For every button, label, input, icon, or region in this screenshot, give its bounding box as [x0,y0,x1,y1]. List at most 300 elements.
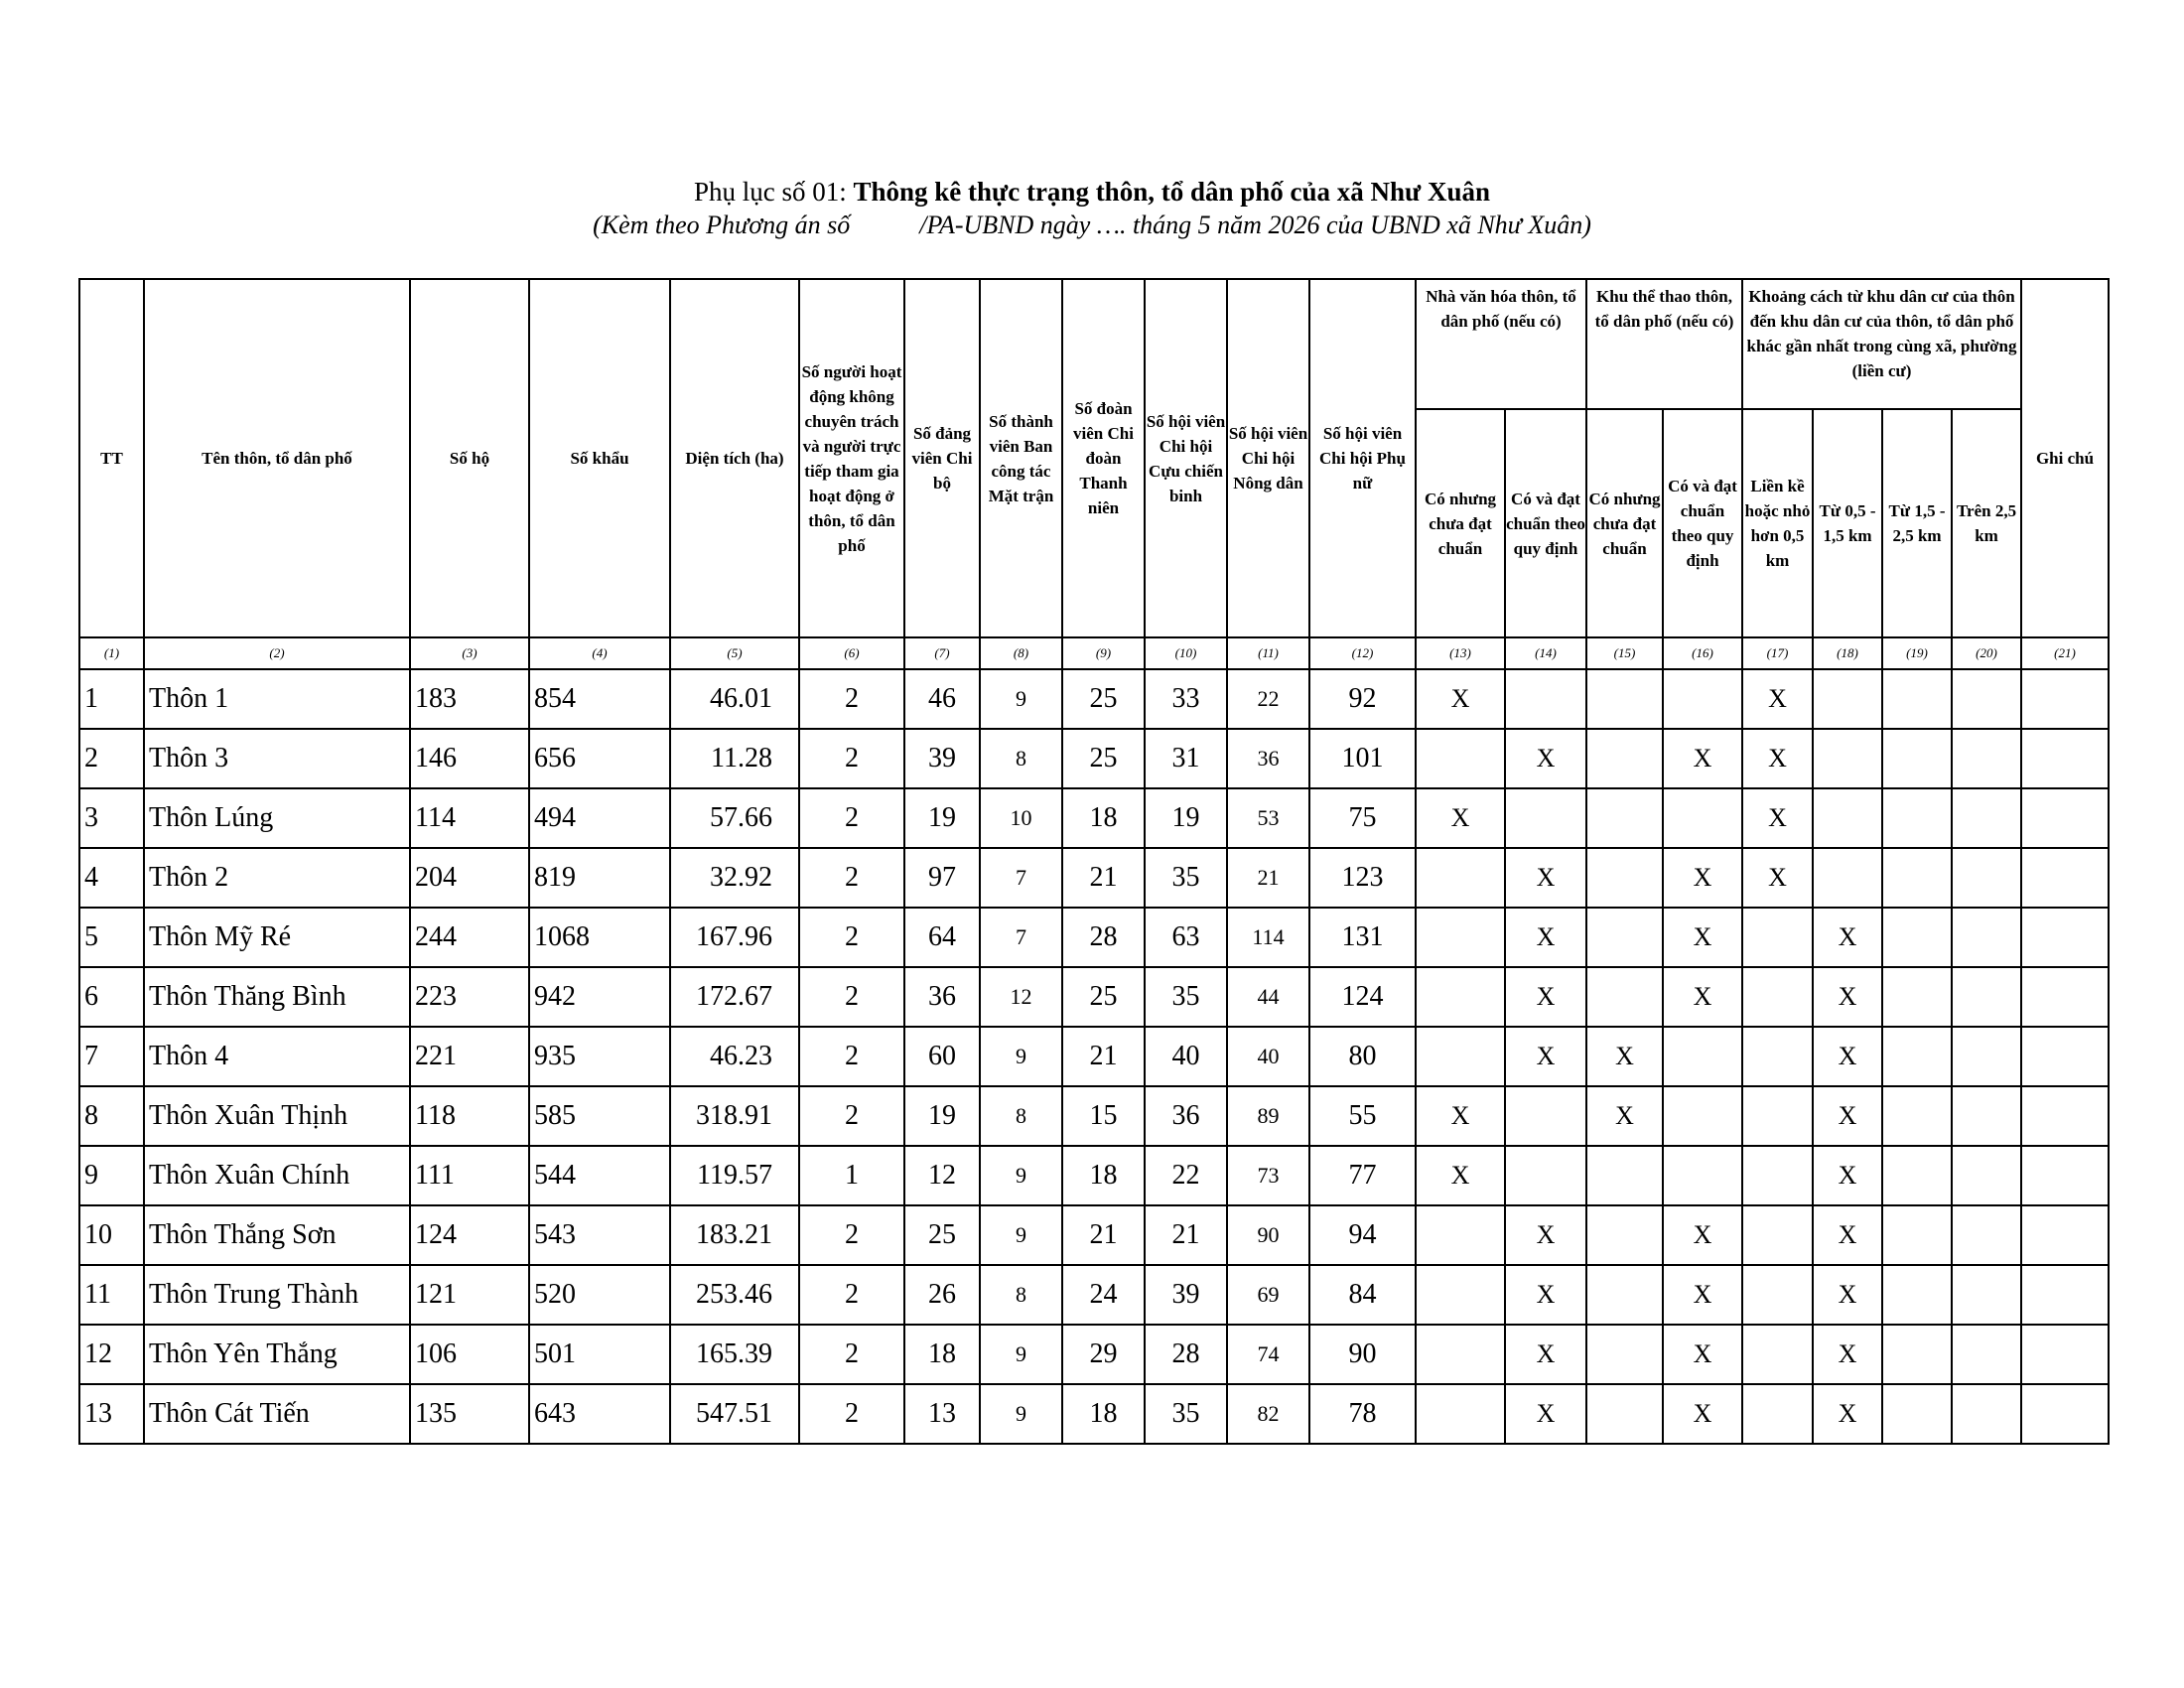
cell-tt-chua-dat [1586,1325,1663,1384]
col-number: (11) [1227,637,1309,669]
cell-dien-tich: 46.01 [670,669,799,729]
cell-tt-dat-chuan [1663,788,1742,848]
cell-so-khau: 501 [529,1325,670,1384]
header-dien-tich: Diện tích (ha) [670,279,799,637]
cell-kc-05-15 [1813,669,1882,729]
cell-cuu-chien-binh: 35 [1145,848,1227,908]
col-number: (1) [79,637,144,669]
cell-doan-vien: 18 [1062,1146,1145,1205]
cell-nong-dan: 89 [1227,1086,1309,1146]
cell-so-ho: 223 [410,967,529,1027]
header-kc-15-25: Từ 1,5 - 2,5 km [1882,409,1952,637]
cell-phu-nu: 124 [1309,967,1416,1027]
cell-so-ho: 244 [410,908,529,967]
cell-so-khau: 854 [529,669,670,729]
table-row [79,669,2109,729]
cell-nvh-chua-dat [1416,1265,1505,1325]
title-bold: Thông kê thực trạng thôn, tổ dân phố của xã Như Xuân [853,177,1491,207]
title-block [0,175,2184,242]
cell-tt: 4 [79,848,144,908]
cell-nvh-chua-dat [1416,1384,1505,1444]
cell-tt: 10 [79,1205,144,1265]
header-kc-05-15: Từ 0,5 - 1,5 km [1813,409,1882,637]
cell-phu-nu: 77 [1309,1146,1416,1205]
cell-dang-vien: 25 [904,1205,980,1265]
cell-so-khau: 520 [529,1265,670,1325]
cell-nong-dan: 114 [1227,908,1309,967]
cell-doan-vien: 25 [1062,729,1145,788]
cell-kc-tren-25 [1952,1086,2021,1146]
cell-ten: Thôn Thăng Bình [144,967,410,1027]
cell-kc-15-25 [1882,729,1952,788]
cell-cuu-chien-binh: 35 [1145,967,1227,1027]
header-nguoi-hoat-dong: Số người hoạt động không chuyên trách và người trực tiếp tham gia hoạt động ở thôn, tổ dân phố [799,279,904,637]
col-number: (4) [529,637,670,669]
header-so-khau: Số khẩu [529,279,670,637]
cell-kc-15-25 [1882,1265,1952,1325]
cell-ghi-chu [2021,1027,2109,1086]
cell-nguoi-hoat-dong: 2 [799,967,904,1027]
cell-phu-nu: 123 [1309,848,1416,908]
cell-nguoi-hoat-dong: 2 [799,848,904,908]
cell-kc-tren-25 [1952,967,2021,1027]
cell-mat-tran: 8 [980,1265,1062,1325]
cell-tt-chua-dat [1586,669,1663,729]
cell-cuu-chien-binh: 35 [1145,1384,1227,1444]
cell-tt-chua-dat [1586,788,1663,848]
table-row [79,967,2109,1027]
col-number: (6) [799,637,904,669]
cell-dang-vien: 39 [904,729,980,788]
cell-tt-dat-chuan [1663,1146,1742,1205]
table-row [79,1205,2109,1265]
statistics-table [78,278,2110,1445]
cell-tt: 11 [79,1265,144,1325]
cell-nguoi-hoat-dong: 2 [799,1027,904,1086]
cell-so-ho: 118 [410,1086,529,1146]
col-number: (5) [670,637,799,669]
cell-tt-dat-chuan [1663,1027,1742,1086]
cell-tt-dat-chuan [1663,669,1742,729]
table-row [79,1384,2109,1444]
cell-tt-dat-chuan: X [1663,1325,1742,1384]
cell-doan-vien: 25 [1062,967,1145,1027]
cell-nong-dan: 69 [1227,1265,1309,1325]
cell-doan-vien: 21 [1062,1027,1145,1086]
cell-so-ho: 121 [410,1265,529,1325]
cell-phu-nu: 131 [1309,908,1416,967]
header-row-1 [79,279,2109,409]
cell-dien-tich: 167.96 [670,908,799,967]
cell-tt-chua-dat [1586,848,1663,908]
cell-kc-05-15 [1813,788,1882,848]
cell-tt: 13 [79,1384,144,1444]
cell-nvh-dat-chuan [1505,669,1586,729]
cell-cuu-chien-binh: 21 [1145,1205,1227,1265]
col-number: (15) [1586,637,1663,669]
cell-dien-tich: 165.39 [670,1325,799,1384]
cell-doan-vien: 24 [1062,1265,1145,1325]
cell-doan-vien: 18 [1062,788,1145,848]
cell-doan-vien: 21 [1062,1205,1145,1265]
cell-phu-nu: 75 [1309,788,1416,848]
cell-mat-tran: 9 [980,1325,1062,1384]
cell-cuu-chien-binh: 28 [1145,1325,1227,1384]
cell-kc-tren-25 [1952,1384,2021,1444]
cell-phu-nu: 80 [1309,1027,1416,1086]
cell-ten: Thôn Trung Thành [144,1265,410,1325]
cell-nvh-dat-chuan: X [1505,1325,1586,1384]
cell-kc-tren-25 [1952,788,2021,848]
cell-tt-dat-chuan: X [1663,1265,1742,1325]
cell-kc-15-25 [1882,848,1952,908]
subtitle-right: /PA-UBND ngày …. tháng 5 năm 2026 của UBND xã Như Xuân) [919,211,1591,239]
header-cuu-chien-binh: Số hội viên Chi hội Cựu chiến binh [1145,279,1227,637]
cell-ghi-chu [2021,1384,2109,1444]
cell-kc-lien-ke: X [1742,729,1813,788]
cell-nvh-chua-dat [1416,967,1505,1027]
cell-doan-vien: 28 [1062,908,1145,967]
cell-tt-chua-dat [1586,1265,1663,1325]
cell-nguoi-hoat-dong: 2 [799,1265,904,1325]
cell-phu-nu: 101 [1309,729,1416,788]
cell-so-khau: 819 [529,848,670,908]
cell-ten: Thôn Mỹ Ré [144,908,410,967]
header-ten: Tên thôn, tổ dân phố [144,279,410,637]
cell-ten: Thôn 1 [144,669,410,729]
cell-tt-chua-dat [1586,1146,1663,1205]
header-phu-nu: Số hội viên Chi hội Phụ nữ [1309,279,1416,637]
header-mat-tran: Số thành viên Ban công tác Mặt trận [980,279,1062,637]
cell-nvh-dat-chuan: X [1505,967,1586,1027]
cell-tt-dat-chuan: X [1663,848,1742,908]
cell-nong-dan: 40 [1227,1027,1309,1086]
table-row [79,848,2109,908]
cell-so-ho: 111 [410,1146,529,1205]
cell-ghi-chu [2021,729,2109,788]
cell-ten: Thôn 2 [144,848,410,908]
cell-cuu-chien-binh: 63 [1145,908,1227,967]
col-number: (3) [410,637,529,669]
cell-dang-vien: 12 [904,1146,980,1205]
cell-nvh-chua-dat [1416,848,1505,908]
cell-nong-dan: 74 [1227,1325,1309,1384]
cell-nong-dan: 22 [1227,669,1309,729]
header-nha-van-hoa: Nhà văn hóa thôn, tổ dân phố (nếu có) [1416,279,1586,409]
cell-tt-dat-chuan: X [1663,1205,1742,1265]
header-tt-chua-dat: Có nhưng chưa đạt chuẩn [1586,409,1663,637]
cell-tt: 2 [79,729,144,788]
cell-nguoi-hoat-dong: 2 [799,788,904,848]
cell-kc-lien-ke [1742,1265,1813,1325]
cell-ghi-chu [2021,788,2109,848]
col-number: (12) [1309,637,1416,669]
cell-nong-dan: 21 [1227,848,1309,908]
header-tt: TT [79,279,144,637]
cell-dang-vien: 19 [904,788,980,848]
cell-dien-tich: 183.21 [670,1205,799,1265]
cell-kc-15-25 [1882,788,1952,848]
document-title [0,175,2184,209]
cell-tt-dat-chuan: X [1663,1384,1742,1444]
cell-ghi-chu [2021,967,2109,1027]
header-khu-the-thao: Khu thể thao thôn, tổ dân phố (nếu có) [1586,279,1742,409]
col-number: (7) [904,637,980,669]
cell-kc-tren-25 [1952,1325,2021,1384]
cell-ghi-chu [2021,1265,2109,1325]
cell-kc-05-15: X [1813,967,1882,1027]
cell-ten: Thôn Xuân Chính [144,1146,410,1205]
cell-nvh-chua-dat [1416,1027,1505,1086]
cell-kc-tren-25 [1952,1265,2021,1325]
cell-kc-05-15: X [1813,1205,1882,1265]
cell-kc-lien-ke: X [1742,848,1813,908]
cell-dien-tich: 46.23 [670,1027,799,1086]
cell-nvh-chua-dat: X [1416,788,1505,848]
cell-nong-dan: 44 [1227,967,1309,1027]
cell-kc-15-25 [1882,1384,1952,1444]
col-number: (19) [1882,637,1952,669]
cell-kc-05-15: X [1813,1265,1882,1325]
table-row [79,1265,2109,1325]
cell-tt-chua-dat: X [1586,1027,1663,1086]
cell-kc-tren-25 [1952,848,2021,908]
cell-ten: Thôn Yên Thắng [144,1325,410,1384]
cell-doan-vien: 15 [1062,1086,1145,1146]
cell-kc-05-15: X [1813,1027,1882,1086]
header-nong-dan: Số hội viên Chi hội Nông dân [1227,279,1309,637]
cell-doan-vien: 29 [1062,1325,1145,1384]
cell-dang-vien: 64 [904,908,980,967]
header-so-ho: Số hộ [410,279,529,637]
cell-ghi-chu [2021,669,2109,729]
table-row [79,1027,2109,1086]
header-ghi-chu: Ghi chú [2021,279,2109,637]
cell-nvh-chua-dat [1416,729,1505,788]
cell-mat-tran: 7 [980,848,1062,908]
cell-so-ho: 146 [410,729,529,788]
cell-phu-nu: 92 [1309,669,1416,729]
cell-ten: Thôn Xuân Thịnh [144,1086,410,1146]
cell-mat-tran: 8 [980,729,1062,788]
cell-so-khau: 935 [529,1027,670,1086]
cell-cuu-chien-binh: 40 [1145,1027,1227,1086]
cell-tt: 3 [79,788,144,848]
cell-kc-05-15 [1813,848,1882,908]
cell-nguoi-hoat-dong: 2 [799,1086,904,1146]
cell-so-ho: 135 [410,1384,529,1444]
document-subtitle [0,209,2184,242]
cell-so-ho: 183 [410,669,529,729]
cell-tt: 9 [79,1146,144,1205]
cell-tt-chua-dat [1586,1384,1663,1444]
header-kc-tren-25: Trên 2,5 km [1952,409,2021,637]
cell-nvh-chua-dat: X [1416,1086,1505,1146]
table-row [79,1325,2109,1384]
cell-nvh-chua-dat: X [1416,669,1505,729]
cell-phu-nu: 78 [1309,1384,1416,1444]
cell-tt-chua-dat [1586,729,1663,788]
cell-nvh-dat-chuan: X [1505,1205,1586,1265]
cell-phu-nu: 55 [1309,1086,1416,1146]
cell-kc-05-15: X [1813,1384,1882,1444]
cell-so-khau: 585 [529,1086,670,1146]
cell-nvh-dat-chuan: X [1505,908,1586,967]
cell-dien-tich: 32.92 [670,848,799,908]
cell-mat-tran: 9 [980,669,1062,729]
cell-mat-tran: 8 [980,1086,1062,1146]
cell-ten: Thôn 4 [144,1027,410,1086]
cell-tt: 5 [79,908,144,967]
cell-nguoi-hoat-dong: 2 [799,1384,904,1444]
cell-nguoi-hoat-dong: 1 [799,1146,904,1205]
cell-kc-15-25 [1882,1205,1952,1265]
cell-dien-tich: 547.51 [670,1384,799,1444]
cell-mat-tran: 9 [980,1146,1062,1205]
col-number: (20) [1952,637,2021,669]
cell-mat-tran: 7 [980,908,1062,967]
cell-kc-lien-ke [1742,1027,1813,1086]
cell-tt: 1 [79,669,144,729]
cell-ten: Thôn Thắng Sơn [144,1205,410,1265]
cell-so-ho: 221 [410,1027,529,1086]
cell-nvh-chua-dat: X [1416,1146,1505,1205]
cell-dien-tich: 119.57 [670,1146,799,1205]
header-khoang-cach: Khoảng cách từ khu dân cư của thôn đến khu dân cư của thôn, tổ dân phố khác gần nhất trong cùng xã, phường (liền cư) [1742,279,2021,409]
cell-so-ho: 106 [410,1325,529,1384]
col-number: (21) [2021,637,2109,669]
cell-tt: 12 [79,1325,144,1384]
cell-nong-dan: 53 [1227,788,1309,848]
cell-kc-tren-25 [1952,729,2021,788]
cell-nvh-dat-chuan [1505,1086,1586,1146]
header-nvh-dat-chuan: Có và đạt chuẩn theo quy định [1505,409,1586,637]
cell-kc-lien-ke [1742,1146,1813,1205]
cell-tt-dat-chuan: X [1663,729,1742,788]
cell-ghi-chu [2021,1325,2109,1384]
cell-nvh-dat-chuan: X [1505,729,1586,788]
cell-so-khau: 643 [529,1384,670,1444]
col-number: (14) [1505,637,1586,669]
cell-dien-tich: 172.67 [670,967,799,1027]
cell-kc-15-25 [1882,1325,1952,1384]
cell-ghi-chu [2021,1146,2109,1205]
cell-ghi-chu [2021,908,2109,967]
cell-dang-vien: 46 [904,669,980,729]
table-body [79,669,2109,1444]
cell-nvh-dat-chuan: X [1505,1384,1586,1444]
cell-kc-lien-ke [1742,908,1813,967]
cell-tt-dat-chuan [1663,1086,1742,1146]
cell-cuu-chien-binh: 39 [1145,1265,1227,1325]
col-number: (13) [1416,637,1505,669]
header-doan-vien: Số đoàn viên Chi đoàn Thanh niên [1062,279,1145,637]
cell-tt: 6 [79,967,144,1027]
cell-cuu-chien-binh: 33 [1145,669,1227,729]
cell-kc-05-15 [1813,729,1882,788]
cell-doan-vien: 18 [1062,1384,1145,1444]
cell-kc-lien-ke: X [1742,788,1813,848]
cell-kc-15-25 [1882,669,1952,729]
col-number: (17) [1742,637,1813,669]
cell-mat-tran: 9 [980,1384,1062,1444]
table-row [79,788,2109,848]
cell-kc-05-15: X [1813,1086,1882,1146]
cell-dang-vien: 19 [904,1086,980,1146]
cell-phu-nu: 84 [1309,1265,1416,1325]
table-row [79,1086,2109,1146]
cell-kc-tren-25 [1952,1146,2021,1205]
cell-dang-vien: 36 [904,967,980,1027]
cell-nvh-dat-chuan [1505,1146,1586,1205]
cell-dien-tich: 11.28 [670,729,799,788]
cell-so-khau: 1068 [529,908,670,967]
col-number: (2) [144,637,410,669]
cell-nguoi-hoat-dong: 2 [799,1205,904,1265]
cell-kc-lien-ke [1742,1384,1813,1444]
cell-dang-vien: 18 [904,1325,980,1384]
cell-dang-vien: 60 [904,1027,980,1086]
title-prefix: Phụ lục số 01: [693,177,854,207]
cell-kc-tren-25 [1952,669,2021,729]
header-nvh-chua-dat: Có nhưng chưa đạt chuẩn [1416,409,1505,637]
table-row [79,729,2109,788]
cell-kc-15-25 [1882,967,1952,1027]
cell-kc-05-15: X [1813,1325,1882,1384]
cell-dang-vien: 97 [904,848,980,908]
cell-mat-tran: 12 [980,967,1062,1027]
cell-phu-nu: 94 [1309,1205,1416,1265]
cell-kc-tren-25 [1952,908,2021,967]
cell-so-khau: 942 [529,967,670,1027]
col-number: (9) [1062,637,1145,669]
cell-so-ho: 204 [410,848,529,908]
cell-nguoi-hoat-dong: 2 [799,669,904,729]
cell-so-ho: 124 [410,1205,529,1265]
cell-nvh-dat-chuan [1505,788,1586,848]
cell-kc-tren-25 [1952,1027,2021,1086]
cell-kc-lien-ke [1742,1086,1813,1146]
cell-dien-tich: 318.91 [670,1086,799,1146]
cell-nguoi-hoat-dong: 2 [799,908,904,967]
cell-nguoi-hoat-dong: 2 [799,1325,904,1384]
cell-dien-tich: 57.66 [670,788,799,848]
cell-kc-15-25 [1882,1027,1952,1086]
cell-tt-chua-dat: X [1586,1086,1663,1146]
cell-tt-chua-dat [1586,1205,1663,1265]
column-number-row [79,637,2109,669]
cell-tt-chua-dat [1586,967,1663,1027]
col-number: (16) [1663,637,1742,669]
header-dang-vien: Số đảng viên Chi bộ [904,279,980,637]
cell-so-khau: 544 [529,1146,670,1205]
cell-mat-tran: 9 [980,1205,1062,1265]
cell-so-ho: 114 [410,788,529,848]
cell-nong-dan: 36 [1227,729,1309,788]
header-tt-dat-chuan: Có và đạt chuẩn theo quy định [1663,409,1742,637]
col-number: (18) [1813,637,1882,669]
cell-kc-lien-ke [1742,1325,1813,1384]
cell-nvh-dat-chuan: X [1505,848,1586,908]
cell-ten: Thôn 3 [144,729,410,788]
cell-doan-vien: 25 [1062,669,1145,729]
col-number: (10) [1145,637,1227,669]
cell-so-khau: 656 [529,729,670,788]
cell-dang-vien: 13 [904,1384,980,1444]
cell-kc-tren-25 [1952,1205,2021,1265]
cell-kc-15-25 [1882,908,1952,967]
cell-tt-dat-chuan: X [1663,908,1742,967]
